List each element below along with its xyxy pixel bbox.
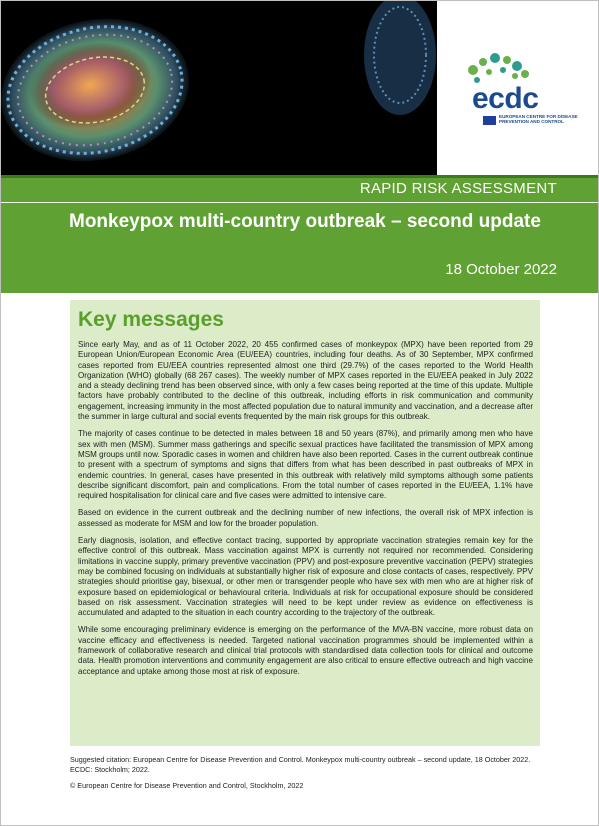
key-messages-box xyxy=(70,300,540,746)
ecdc-caption: EUROPEAN CENTRE FOR DISEASE PREVENTION AND CONTROL xyxy=(499,114,578,125)
document-title: Monkeypox multi-country outbreak – second update xyxy=(69,211,541,232)
suggested-citation: Suggested citation: European Centre for Disease Prevention and Control. Monkeypox multi-country outbreak – second update, 18 October 2022. ECDC: Stockholm; 2022. xyxy=(70,755,531,774)
key-messages-heading: Key messages xyxy=(78,308,224,331)
virus-illustration xyxy=(0,0,437,175)
publication-date: 18 October 2022 xyxy=(445,261,557,278)
label-rule xyxy=(0,202,599,203)
key-message-paragraph: While some encouraging preliminary evidence is emerging on the performance of the MVA-BN vaccine, more robust data on vaccine efficacy and effectiveness is needed. Targeted national vaccination programmes should be implemented within a framework of collaborative research and clinical trial protocols with standardised data collection tools for clinical and outcome data. Health promotion interventions and community engagement are also critical to ensure effective outreach and high vaccine acceptance and uptake among those most at risk of exposure. xyxy=(78,625,533,676)
key-message-paragraph: The majority of cases continue to be detected in males between 18 and 50 years (87%), and primarily among men who have sex with men (MSM). Summer mass gatherings and specific sexual practices have facilitated the transmission of MPX among MSM groups until now. Sporadic cases in women and children have also been reported. Cases in the current outbreak continue to present with a spectrum of symptoms and signs that differs from what has been described in past outbreaks of MPX in endemic countries. In general, cases have presented in this outbreak with relatively mild symptoms although some patients describe significant discomfort, pain and complications. From the total number of cases reported in the EU/EEA, 1.1% have required hospitalisation for clinical care and five cases were admitted to intensive care. xyxy=(78,429,533,501)
key-messages-body xyxy=(78,340,533,684)
cover-header xyxy=(0,0,599,293)
key-message-paragraph: Based on evidence in the current outbreak and the declining number of new infections, the overall risk of MPX infection is assessed as moderate for MSM and low for the broader population. xyxy=(78,508,533,528)
eu-flag-icon xyxy=(483,116,496,125)
document-type-label: RAPID RISK ASSESSMENT xyxy=(359,180,557,197)
key-message-paragraph: Since early May, and as of 11 October 2022, 20 455 confirmed cases of monkeypox (MPX) have been reported from 29 European Union/European Economic Area (EU/EEA) countries, including four deaths. As of 30 September, MPX confirmed cases reported from EU/EEA countries represented almost one third (29.7%) of the cases reported to the World Health Organization (WHO) globally (68 267 cases). The weekly number of MPX cases reported in the EU/EEA peaked in July 2022 and a steady declining trend has been observed since, with only a few cases being reported at the time of this update. Multiple factors have probably contributed to the decline of this outbreak, including efforts in risk communication and community engagement, increasing immunity in the most affected population due to natural immunity and vaccination, and a decrease after the summer in large cultural and social events frequented by the main risk groups for this outbreak. xyxy=(78,340,533,422)
ecdc-wordmark: ecdc xyxy=(472,82,539,115)
copyright-notice: © European Centre for Disease Prevention and Control, Stockholm, 2022 xyxy=(70,781,304,790)
key-message-paragraph: Early diagnosis, isolation, and effective contact tracing, supported by appropriate vaccination strategies remain key for the effective control of this outbreak. Mass vaccination against MPX is currently not required nor recommended. Considering limitations in vaccine supply, primary preventive vaccination (PPV) and post-exposure preventive vaccination (PEPV) strategies may be combined focusing on individuals at substantially higher risk of exposure and close contacts of cases, respectively. PPV strategies should prioritise gay, bisexual, or other men or transgender people who have sex with men who are at higher risk of exposure based on epidemiological or behavioural criteria. Individuals at risk for occupational exposure should be considered based on risk assessment. Vaccination strategies will need to be kept under review as evidence on effectiveness is accumulated and adapted to the situation in each country according to the trajectory of the outbreak. xyxy=(78,536,533,618)
header-separator xyxy=(0,175,599,178)
